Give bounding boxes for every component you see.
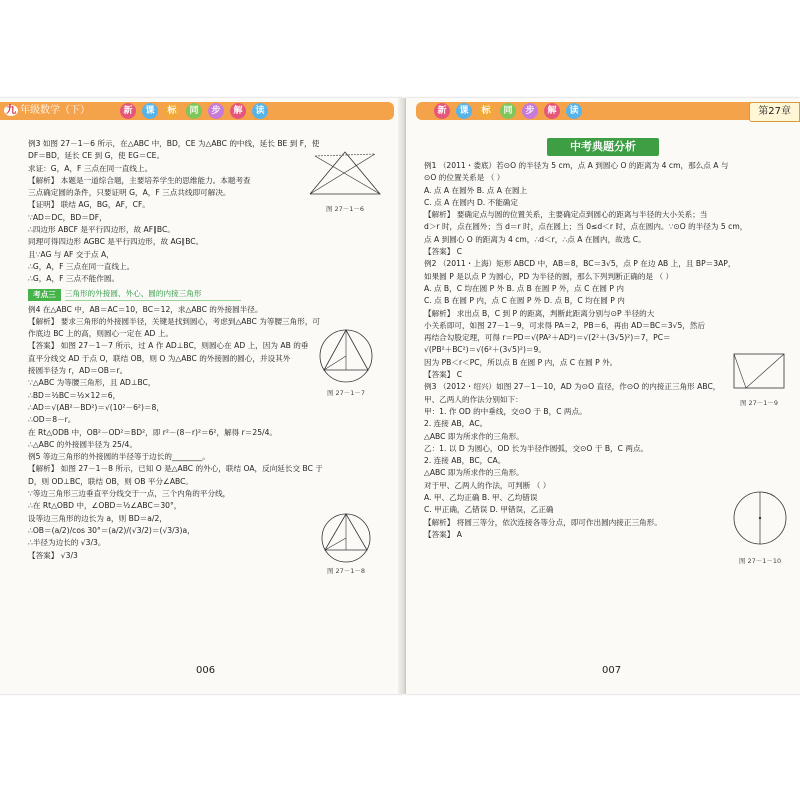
circumcircle-diagram-icon	[312, 326, 380, 388]
text-line: 因为 PB＜r＜PC，所以点 B 在圆 P 内，点 C 在圆 P 外。	[424, 357, 618, 367]
text-line: 【解析】 求出点 B，C 到 P 的距离，判断此距离分别与⊙P 半径的大	[424, 308, 655, 318]
left-header-band	[0, 102, 394, 120]
figure-27-1-9	[728, 348, 790, 407]
section-tag: 考点三	[28, 289, 61, 301]
figure-27-1-8	[314, 508, 378, 575]
figure-caption: 图 27－1－7	[326, 389, 366, 397]
text-line: 【答案】 C	[424, 370, 463, 380]
text-line: 【解析】 要求三角形的外接圆半径，关键是找到圆心，考虑到△ABC 为等腰三角形，可	[28, 316, 321, 326]
triangle-diagram-icon	[300, 144, 390, 204]
text-line: √(PB²＋BC²)＝√(6²＋(3√5)²)＝9。	[424, 345, 546, 355]
text-line: 【答案】 A	[424, 529, 462, 539]
text-line: ∴G，A，F 三点不能作圆。	[28, 274, 120, 284]
text-line: 求证：G，A，F 三点在同一直线上。	[28, 163, 153, 173]
bear-icon: 读	[252, 103, 268, 119]
text-line: 【解析】 本题是一道综合题，主要培养学生的思维能力。本题考查	[28, 175, 251, 185]
chapter-tab: 第27章	[749, 102, 800, 122]
right-page	[406, 98, 800, 694]
text-line: ∴在 Rt△OBD 中，∠OBD＝½∠ABC＝30°，	[28, 501, 182, 511]
text-line: 再结合勾股定理，可得 r＝PD＝√(PA²＋AD²)＝√(2²＋(3√5)²)＝7，PC＝	[424, 333, 671, 343]
text-line: 作底边 BC 上的高，则圆心一定在 AD 上。	[28, 329, 173, 339]
left-bear-icons	[120, 102, 268, 120]
text-line: 直平分线交 AD 于点 O，联结 OB，则 O 为△ABC 的外接圆的圆心，并设其外	[28, 353, 291, 363]
text-line: C. 点 B 在圆 P 内，点 C 在圆 P 外 D. 点 B，C 均在圆 P 内	[424, 296, 625, 306]
text-line: A. 甲、乙均正确 B. 甲、乙均错误	[424, 493, 538, 503]
text-line: 点 A 到圆心 O 的距离为 4 cm，∴d＜r，∴点 A 在圆内，故选 C。	[424, 234, 646, 244]
grade-label	[0, 102, 90, 120]
text-line: A. 点 A 在圆外 B. 点 A 在圆上	[424, 185, 528, 195]
bear-icon: 解	[544, 103, 560, 119]
page-number: 007	[602, 665, 622, 676]
text-line: 例2 （2011・上海）矩形 ABCD 中，AB＝8，BC＝3√5，点 P 在边 AB 上，且 BP＝3AP，	[424, 259, 736, 269]
text-line: A. 点 B，C 均在圆 P 外 B. 点 B 在圆 P 外，点 C 在圆 P 内	[424, 283, 624, 293]
bear-icon: 标	[164, 103, 180, 119]
circle-diameter-icon	[732, 480, 788, 556]
rectangle-diagram-icon	[728, 348, 790, 398]
text-line: ∵等边三角形三边垂直平分线交于一点，三个内角的平分线，	[28, 489, 231, 499]
text-line: 2. 连接 AB，AC。	[424, 419, 488, 429]
text-line: ∴G，A，F 三点在同一直线上。	[28, 261, 135, 271]
text-line: ∴OD＝8－r。	[28, 415, 76, 425]
figure-caption: 图 27－1－10	[738, 557, 782, 565]
text-line: 甲：1. 作 OD 的中垂线，交⊙O 于 B，C 两点。	[424, 406, 587, 416]
text-line: 【解析】 要确定点与圆的位置关系，主要确定点到圆心的距离与半径的大小关系；当	[424, 210, 708, 220]
grade-text: 年级数学（下）	[20, 105, 90, 116]
bear-icon: 同	[500, 103, 516, 119]
text-line: 同理可得四边形 AGBC 是平行四边形，故 AG∥BC。	[28, 237, 204, 247]
text-line: DF＝BD，延长 CE 到 G，使 EG＝CE。	[28, 151, 165, 161]
text-line: 2. 连接 AB，BC，CA。	[424, 456, 506, 466]
right-header-band	[416, 102, 800, 120]
text-line: C. 点 A 在圆内 D. 不能确定	[424, 197, 518, 207]
text-line: 【答案】 √3/3	[28, 550, 78, 560]
text-line: △ABC 即为所求作的三角形。	[424, 468, 524, 478]
figure-27-1-7	[312, 326, 380, 397]
text-line: 小关系即可，如图 27－1－9，可求得 PA＝2，PB＝6，再由 AD＝BC＝3√5，然后	[424, 320, 706, 330]
text-line: ∴△ABC 的外接圆半径为 25/4。	[28, 439, 137, 449]
text-line: ⊙O 的位置关系是 （ ）	[424, 173, 505, 183]
left-page	[0, 98, 404, 694]
section-heading	[28, 289, 376, 301]
figure-27-1-6	[300, 144, 390, 213]
figure-caption: 图 27－1－9	[739, 399, 779, 407]
bear-icon: 步	[522, 103, 538, 119]
text-line: 【解析】 如图 27－1－8 所示，已知 O 是△ABC 的外心，联结 OA，反向延长交 BC 于	[28, 464, 323, 474]
text-line: ∵AD＝DC，BD＝DF，	[28, 212, 107, 222]
bear-icon: 标	[478, 103, 494, 119]
text-line: ∴半径为边长的 √3/3。	[28, 538, 106, 548]
right-bear-icons	[434, 102, 582, 120]
text-line: d＞r 时，点在圆外；当 d＝r 时，点在圆上；当 0≤d＜r 时，点在圆内。∵⊙O 的半径为 5 cm，	[424, 222, 748, 232]
bear-icon: 新	[120, 103, 136, 119]
text-line: ∵△ABC 为等腰三角形，且 AD⊥BC，	[28, 378, 156, 388]
bear-icon: 课	[142, 103, 158, 119]
text-line: 例3 （2012・绍兴）如图 27－1－10，AD 为⊙O 直径，作⊙O 的内接正三角形 ABC，	[424, 382, 721, 392]
text-line: 甲、乙两人的作法分别如下：	[424, 394, 523, 404]
text-line: ∴BD＝½BC＝½×12＝6，	[28, 390, 121, 400]
grade-badge: 九	[6, 105, 16, 116]
book-spread	[0, 98, 800, 698]
text-line: △ABC 即为所求作的三角形。	[424, 431, 524, 441]
text-line: 【答案】 C	[424, 247, 463, 257]
bear-icon: 步	[208, 103, 224, 119]
figure-caption: 图 27－1－6	[325, 205, 365, 213]
text-line: D，则 OD⊥BC，联结 OB，则 OB 平分∠ABC。	[28, 476, 194, 486]
right-content	[424, 138, 782, 541]
figure-27-1-10	[732, 480, 788, 565]
text-line: ∴AD＝√(AB²－BD²)＝√(10²－6²)＝8，	[28, 402, 164, 412]
text-line: 【解析】 将圆三等分，依次连接各等分点，即可作出圆内接正三角形。	[424, 517, 662, 527]
page-number: 006	[196, 665, 216, 676]
text-line: 例3 如图 27－1－6 所示，在△ABC 中，BD，CE 为△ABC 的中线，延长 BE 到 F，使	[28, 139, 320, 148]
equilateral-circle-icon	[314, 508, 378, 566]
bear-icon: 同	[186, 103, 202, 119]
text-line: ∴四边形 ABCF 是平行四边形，故 AF∥BC。	[28, 225, 175, 235]
bear-icon: 课	[456, 103, 472, 119]
text-line: 接圆半径为 r，AD＝OB＝r。	[28, 366, 128, 376]
bear-icon: 新	[434, 103, 450, 119]
text-line: 如果圆 P 是以点 P 为圆心，PD 为半径的圆，那么下列判断正确的是 （ ）	[424, 271, 674, 281]
text-line: 在 Rt△ODB 中，OB²－OD²＝BD²，即 r²－(8－r)²＝6²，解得 r＝25/4。	[28, 427, 278, 437]
section-banner: 中考典题分析	[547, 138, 659, 156]
text-line: 例4 在△ABC 中，AB＝AC＝10，BC＝12，求△ABC 的外接圆半径。	[28, 304, 263, 314]
figure-caption: 图 27－1－8	[326, 567, 366, 575]
text-line: 【证明】 联结 AG，BG，AF，CF。	[28, 200, 150, 210]
text-line: 且∵AG 与 AF 交于点 A，	[28, 249, 114, 259]
text-line: 例1 （2011・娄底）若⊙O 的半径为 5 cm，点 A 到圆心 O 的距离为 4 cm，那么点 A 与	[424, 161, 729, 170]
bear-icon: 读	[566, 103, 582, 119]
text-line: 【答案】 如图 27－1－7 所示，过 A 作 AD⊥BC，则圆心在 AD 上，因为 AB 的垂	[28, 341, 309, 351]
text-line: 设等边三角形的边长为 a，则 BD＝a/2，	[28, 513, 167, 523]
section-title: 三角形的外接圆、外心、圆的内接三角形	[65, 288, 242, 301]
text-line: 三点确定圆的条件，只要证明 G，A，F 三点共线即可解决。	[28, 188, 231, 198]
text-line: 对于甲、乙两人的作法，可判断 （ ）	[424, 480, 551, 490]
bear-icon: 解	[230, 103, 246, 119]
text-line: 例5 等边三角形的外接圆的半径等于边长的________。	[28, 452, 210, 462]
text-line: C. 甲正确，乙错误 D. 甲错误，乙正确	[424, 505, 554, 515]
text-line: 乙：1. 以 D 为圆心，OD 长为半径作圆弧，交⊙O 于 B，C 两点。	[424, 443, 649, 453]
text-line: ∴OB＝(a/2)/cos 30°＝(a/2)/(√3/2)＝(√3/3)a，	[28, 525, 195, 535]
